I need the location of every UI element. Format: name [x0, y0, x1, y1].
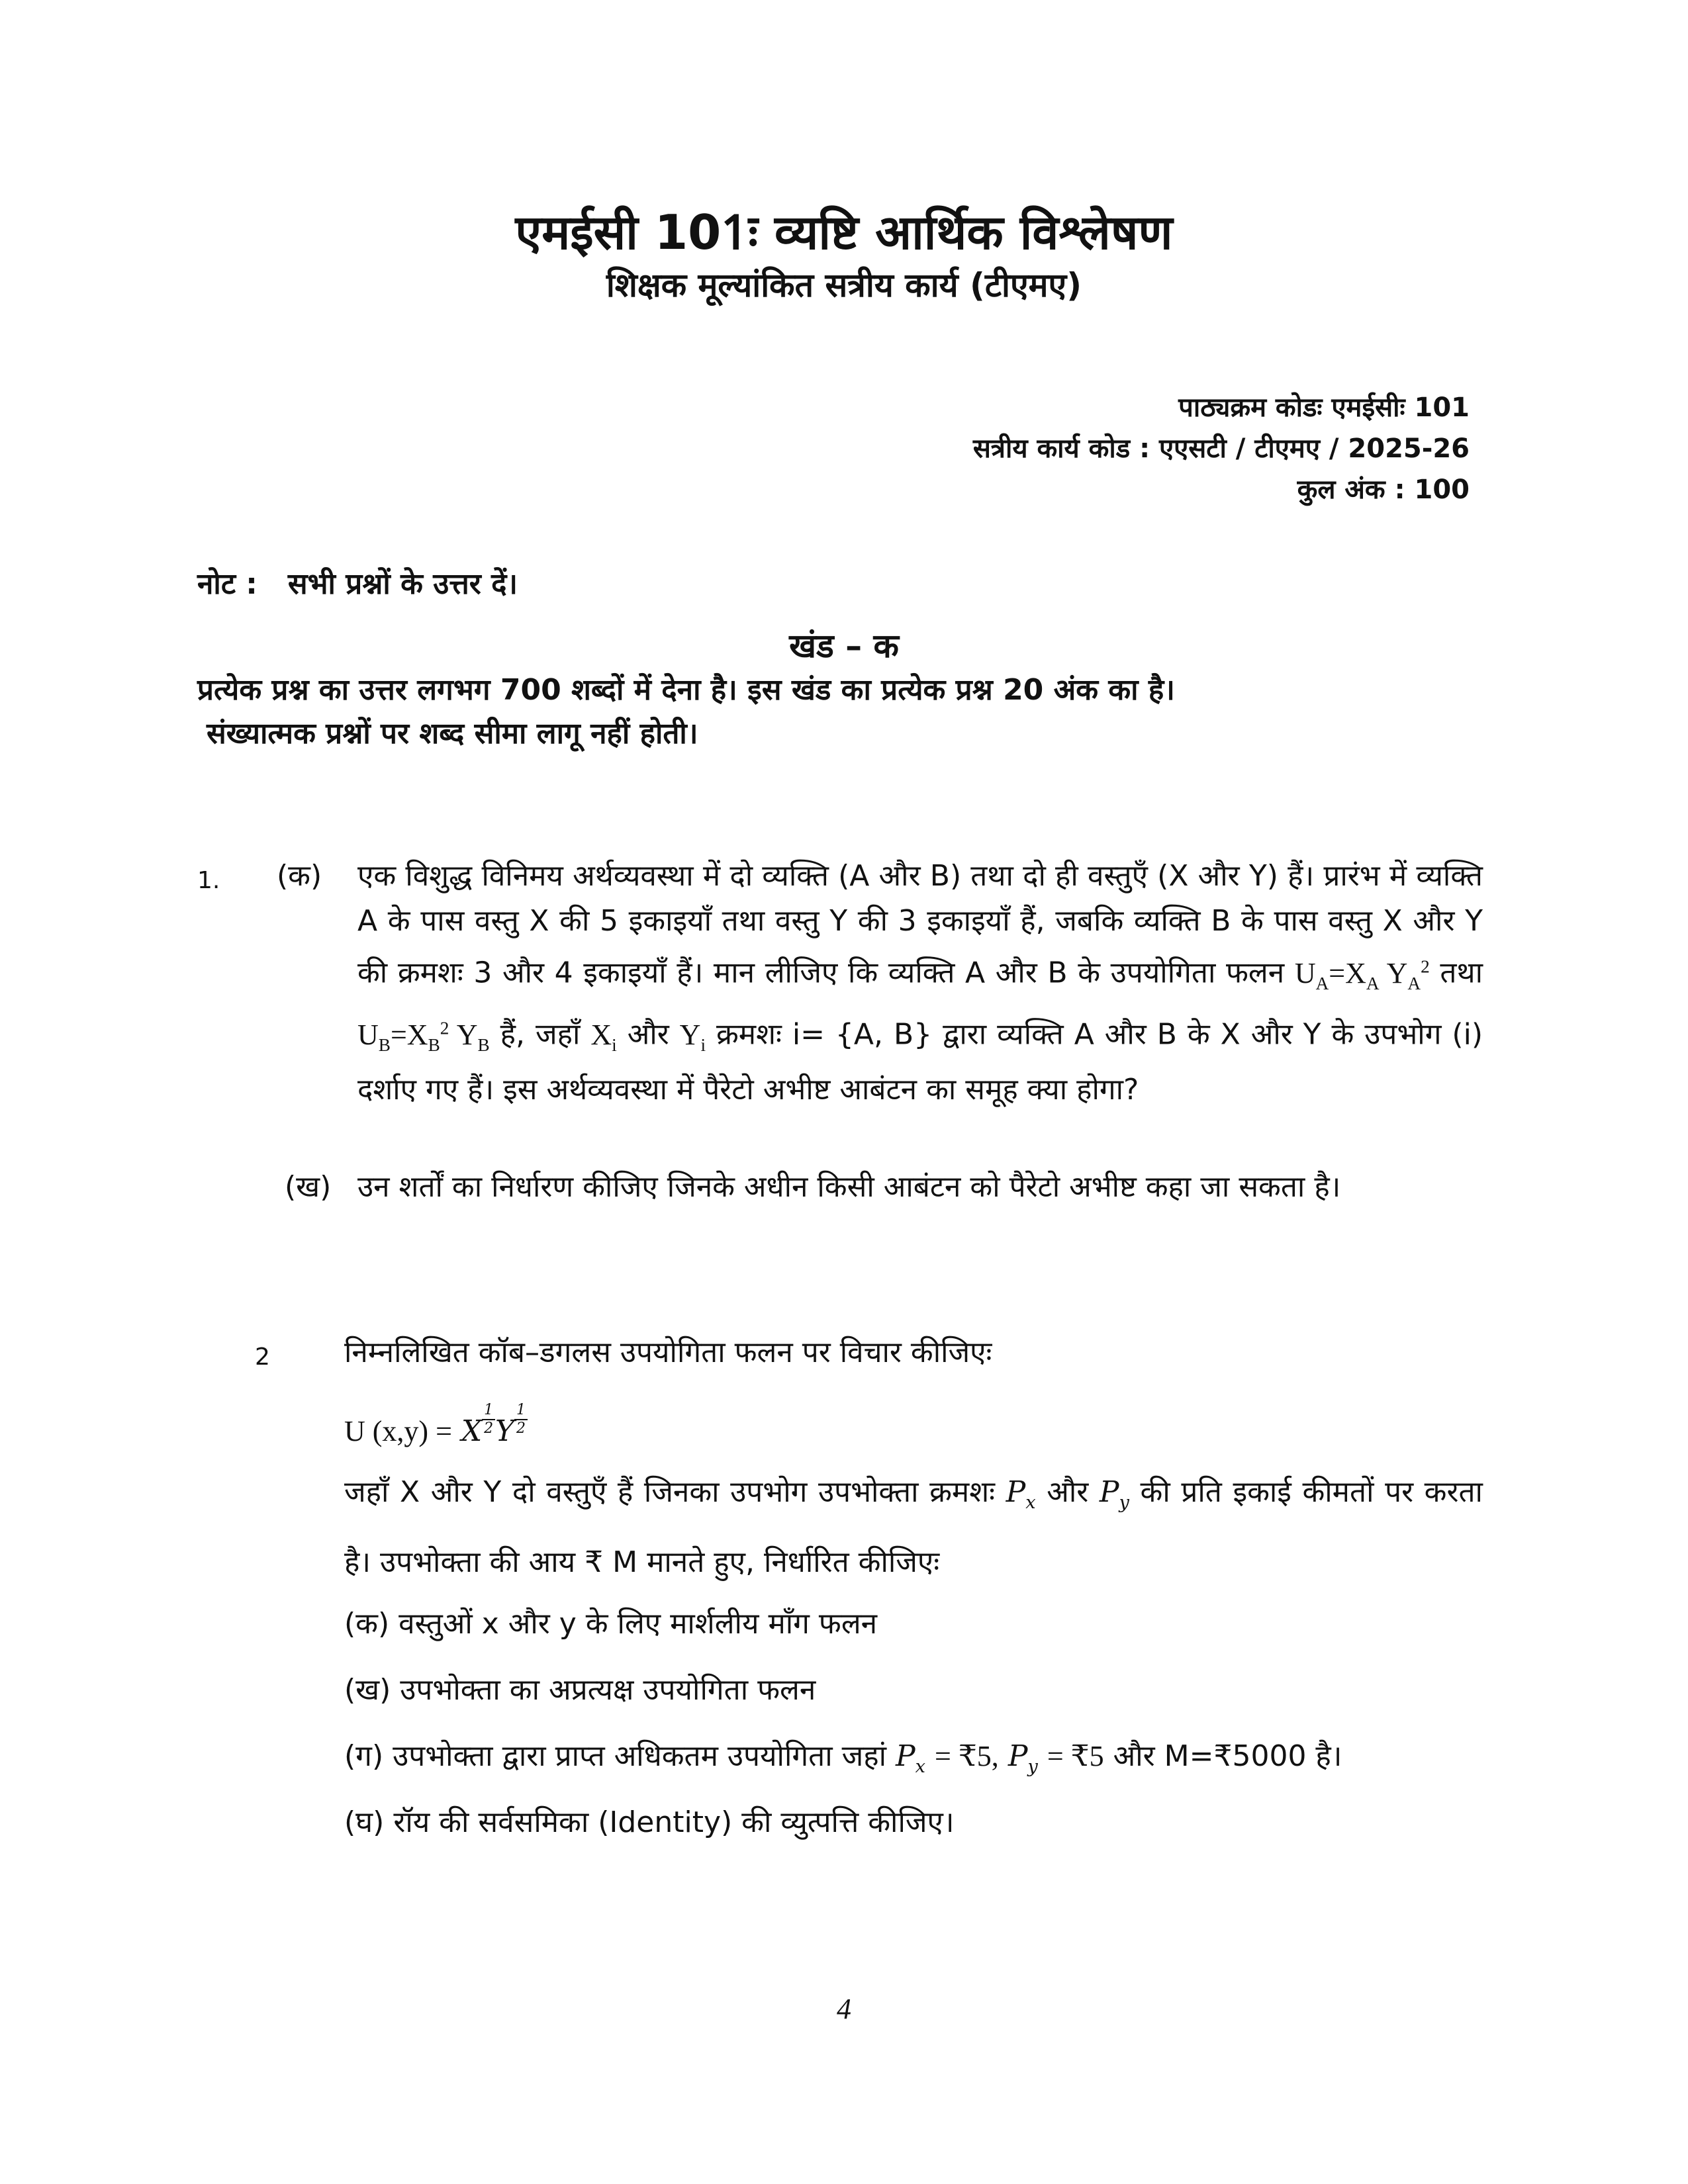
q1-a-body: एक विशुद्ध विनिमय अर्थव्यवस्था में दो व्यक्ति (A और B) तथा दो ही वस्तुएँ (X और Y) हैं। प्रारंभ में व्यक्ति A के पास वस्तु X की 5 इकाइयाँ तथा वस्तु Y की 3 इकाइयाँ हैं, जबकि व्यक्ति B के पास वस्तु X और Y की क्रमशः 3 और 4 इकाइयाँ हैं। मान लीजिए कि व्यक्ति A और B के उपयोगिता फलन: [357, 859, 1483, 990]
q1-a-text: [357, 854, 1483, 1113]
note-label: नोट :: [197, 567, 258, 601]
page-title: एमईसी 101ः व्यष्टि आर्थिक विश्लेषण: [515, 205, 1173, 260]
q2-ga-math-2: = ₹5: [1047, 1740, 1104, 1772]
q1-a-and: और: [627, 1018, 669, 1052]
section-instructions: [197, 668, 1488, 756]
q1-a-tail: क्रमशः i= {A, B} द्वारा व्यक्ति A और B के X और Y के उपभोग (i) दर्शाए गए हैं। इस अर्थव्यवस्था में पैरेटो अभीष्ट आबंटन का समूह क्या होगा?: [357, 1018, 1483, 1107]
assignment-code: सत्रीय कार्य कोड : एएसटी / टीएमए / 2025-26: [972, 433, 1470, 464]
instruction-line-2: संख्यात्मक प्रश्नों पर शब्द सीमा लागू नहीं होती।: [207, 717, 698, 751]
question-number: 1.: [197, 867, 220, 894]
q1-b-text: उन शर्तों का निर्धारण कीजिए जिनके अधीन किसी आबंटन को पैरेटो अभीष्ट कहा जा सकता है।: [357, 1170, 1341, 1204]
q2-intro: निम्नलिखित कॉब–डगलस उपयोगिता फलन पर विचार कीजिएः: [344, 1336, 992, 1369]
note-line: [197, 563, 518, 602]
page-subtitle: शिक्षक मूल्यांकित सत्रीय कार्य (टीएमए): [606, 266, 1082, 304]
course-code: पाठ्यक्रम कोडः एमईसीः 101: [1178, 392, 1470, 423]
q2-body-1: जहाँ X और Y दो वस्तुएँ हैं जिनका उपभोग उपभोक्ता क्रमशः: [344, 1475, 995, 1509]
q2-and: और: [1047, 1475, 1089, 1509]
price-y: $P_y$: [1008, 1739, 1038, 1777]
instruction-line-1: प्रत्येक प्रश्न का उत्तर लगभग 700 शब्दों में देना है। इस खंड का प्रत्येक प्रश्न 20 अंक का है।: [197, 673, 1175, 707]
q2-part-ga: [344, 1734, 1496, 1790]
q1-a-conj: तथा: [1440, 956, 1483, 990]
price-x: $P_x$: [896, 1739, 925, 1777]
price-y: $P_y$: [1099, 1475, 1129, 1513]
q1-a-label: (क): [277, 859, 322, 893]
utility-function-b: $U_B=X_B^2$ $Y_B$: [357, 1018, 490, 1055]
q2-function: [344, 1403, 528, 1454]
var-xi: $X_i$: [590, 1019, 617, 1055]
question-number: 2: [255, 1343, 270, 1371]
section-title: खंड – क: [789, 627, 899, 665]
q2-part-gha: (घ) रॉय की सर्वसमिका (Identity) की व्युत्पत्ति कीजिए।: [344, 1805, 955, 1839]
total-marks: कुल अंक : 100: [1297, 475, 1470, 505]
page-number: 4: [837, 1993, 851, 2025]
q2-part-ka: (क) वस्तुओं x और y के लिए मार्शलीय माँग फलन: [344, 1607, 878, 1641]
q2-ga-post: और M=₹5000 है।: [1113, 1739, 1342, 1773]
var-yi: $Y_i$: [679, 1019, 706, 1055]
q1-b-label: (ख): [285, 1170, 332, 1204]
q2-ga-pre: (ग) उपभोक्ता द्वारा प्राप्त अधिकतम उपयोगिता जहां: [344, 1739, 886, 1773]
q2-body: [344, 1463, 1483, 1592]
q1-a-mid: हैं, जहाँ: [500, 1018, 581, 1052]
q2-ga-math-1: = ₹5,: [935, 1740, 999, 1772]
utility-function-a: $U_A=X_A$ $Y_A^2$: [1294, 956, 1430, 993]
price-x: $P_x$: [1006, 1475, 1036, 1513]
function-lhs: U (x,y) =: [344, 1415, 452, 1448]
course-meta: [973, 387, 1470, 510]
q2-part-kha: (ख) उपभोक्ता का अप्रत्यक्ष उपयोगिता फलन: [344, 1673, 816, 1707]
function-rhs: X $\frac{1}{2}$ Y $\frac{1}{2}$: [461, 1414, 528, 1448]
q2-body-2: की प्रति इकाई कीमतों पर करता है। उपभोक्ता की आय ₹ M मानते हुए, निर्धारित कीजिएः: [344, 1475, 1483, 1579]
note-text: सभी प्रश्नों के उत्तर दें।: [287, 567, 518, 601]
